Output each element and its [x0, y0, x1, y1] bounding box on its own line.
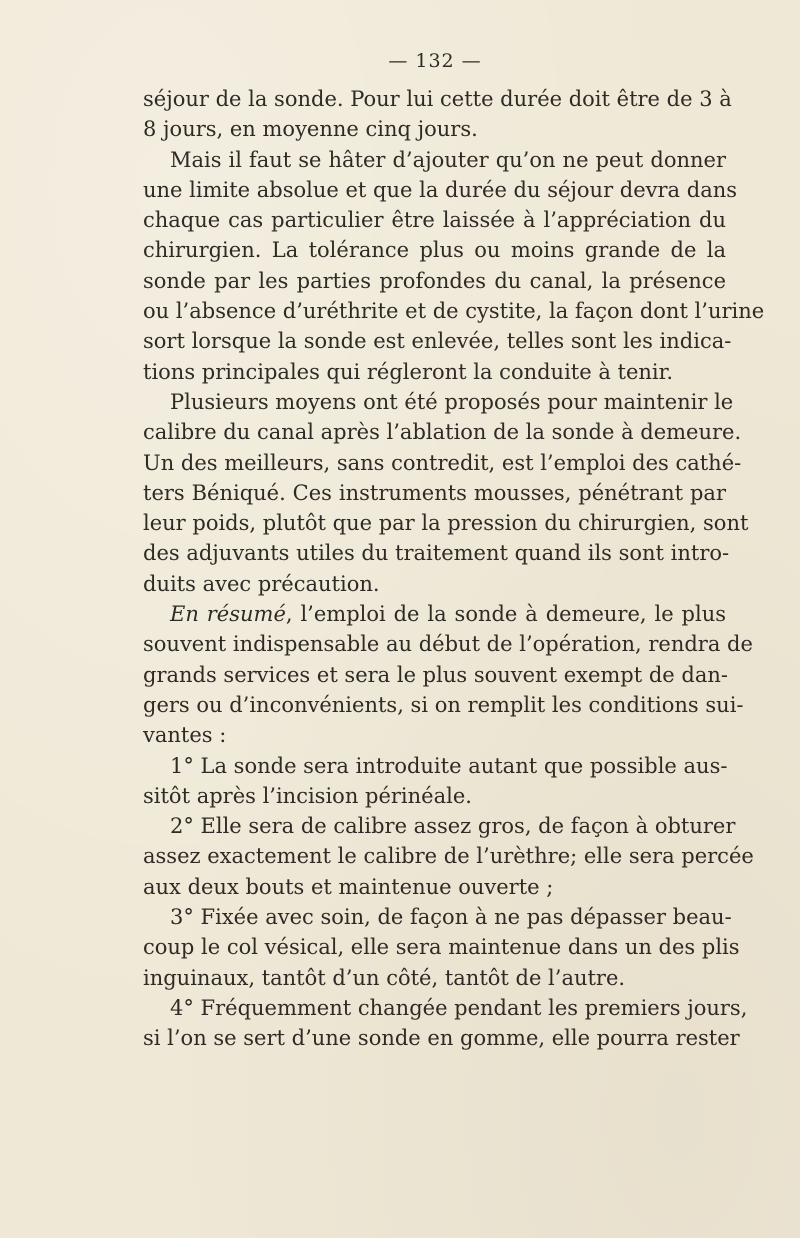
line-text: , l’emploi de la sonde à demeure, le plus: [285, 602, 726, 627]
text-line: chaque cas particulier être laissée à l’appréciation du: [143, 208, 726, 233]
text-line: chirurgien. La tolérance plus ou moins grande de la: [143, 238, 726, 263]
text-line: 8 jours, en moyenne cinq jours.: [143, 117, 478, 142]
text-line: Plusieurs moyens ont été proposés pour maintenir le: [170, 389, 734, 414]
body-text: [143, 84, 765, 1054]
text-line: 2° Elle sera de calibre assez gros, de façon à obturer: [170, 814, 736, 839]
text-line: inguinaux, tantôt d’un côté, tantôt de l’autre.: [143, 965, 626, 990]
text-line: 3° Fixée avec soin, de façon à ne pas dépasser beau-: [170, 905, 732, 930]
text-line: grands services et sera le plus souvent exempt de dan-: [143, 662, 728, 687]
text-line: séjour de la sonde. Pour lui cette durée doit être de 3 à: [143, 87, 732, 111]
page-number: — 132 —: [388, 50, 482, 72]
text-line: Mais il faut se hâter d’ajouter qu’on ne peut donner: [170, 147, 726, 172]
text-line: sitôt après l’incision périnéale.: [143, 783, 472, 808]
text-line: ou l’absence d’uréthrite et de cystite, la façon dont l’urine: [143, 299, 765, 324]
text-line: si l’on se sert d’une sonde en gomme, elle pourra rester: [143, 1026, 740, 1051]
text-line: souvent indispensable au début de l’opération, rendra de: [143, 632, 753, 657]
text-line: leur poids, plutôt que par la pression du chirurgien, sont: [143, 511, 749, 536]
text-line: [143, 599, 726, 629]
italic-phrase: En résumé: [170, 602, 286, 627]
text-line: aux deux bouts et maintenue ouverte ;: [143, 874, 554, 899]
text-line: 4° Fréquemment changée pendant les premiers jours,: [170, 995, 748, 1020]
text-line: sort lorsque la sonde est enlevée, telles sont les indica-: [143, 329, 732, 354]
text-line: ters Béniqué. Ces instruments mousses, pénétrant par: [143, 480, 726, 505]
text-line: sonde par les parties profondes du canal, la présence: [143, 268, 726, 293]
text-line: tions principales qui régleront la conduite à tenir.: [143, 359, 674, 384]
text-line: duits avec précaution.: [143, 571, 380, 596]
text-line: Un des meilleurs, sans contredit, est l’emploi des cathé-: [143, 450, 742, 475]
text-line: assez exactement le calibre de l’urèthre; elle sera percée: [143, 844, 754, 869]
text-line: gers ou d’inconvénients, si on remplit les conditions sui-: [143, 692, 744, 717]
text-line: calibre du canal après l’ablation de la sonde à demeure.: [143, 420, 742, 445]
text-line: des adjuvants utiles du traitement quand ils sont intro-: [143, 541, 730, 566]
text-line: une limite absolue et que la durée du séjour devra dans: [143, 177, 738, 202]
text-line: vantes :: [143, 723, 227, 748]
text-line: coup le col vésical, elle sera maintenue dans un des plis: [143, 935, 740, 960]
text-line: 1° La sonde sera introduite autant que possible aus-: [170, 753, 728, 778]
